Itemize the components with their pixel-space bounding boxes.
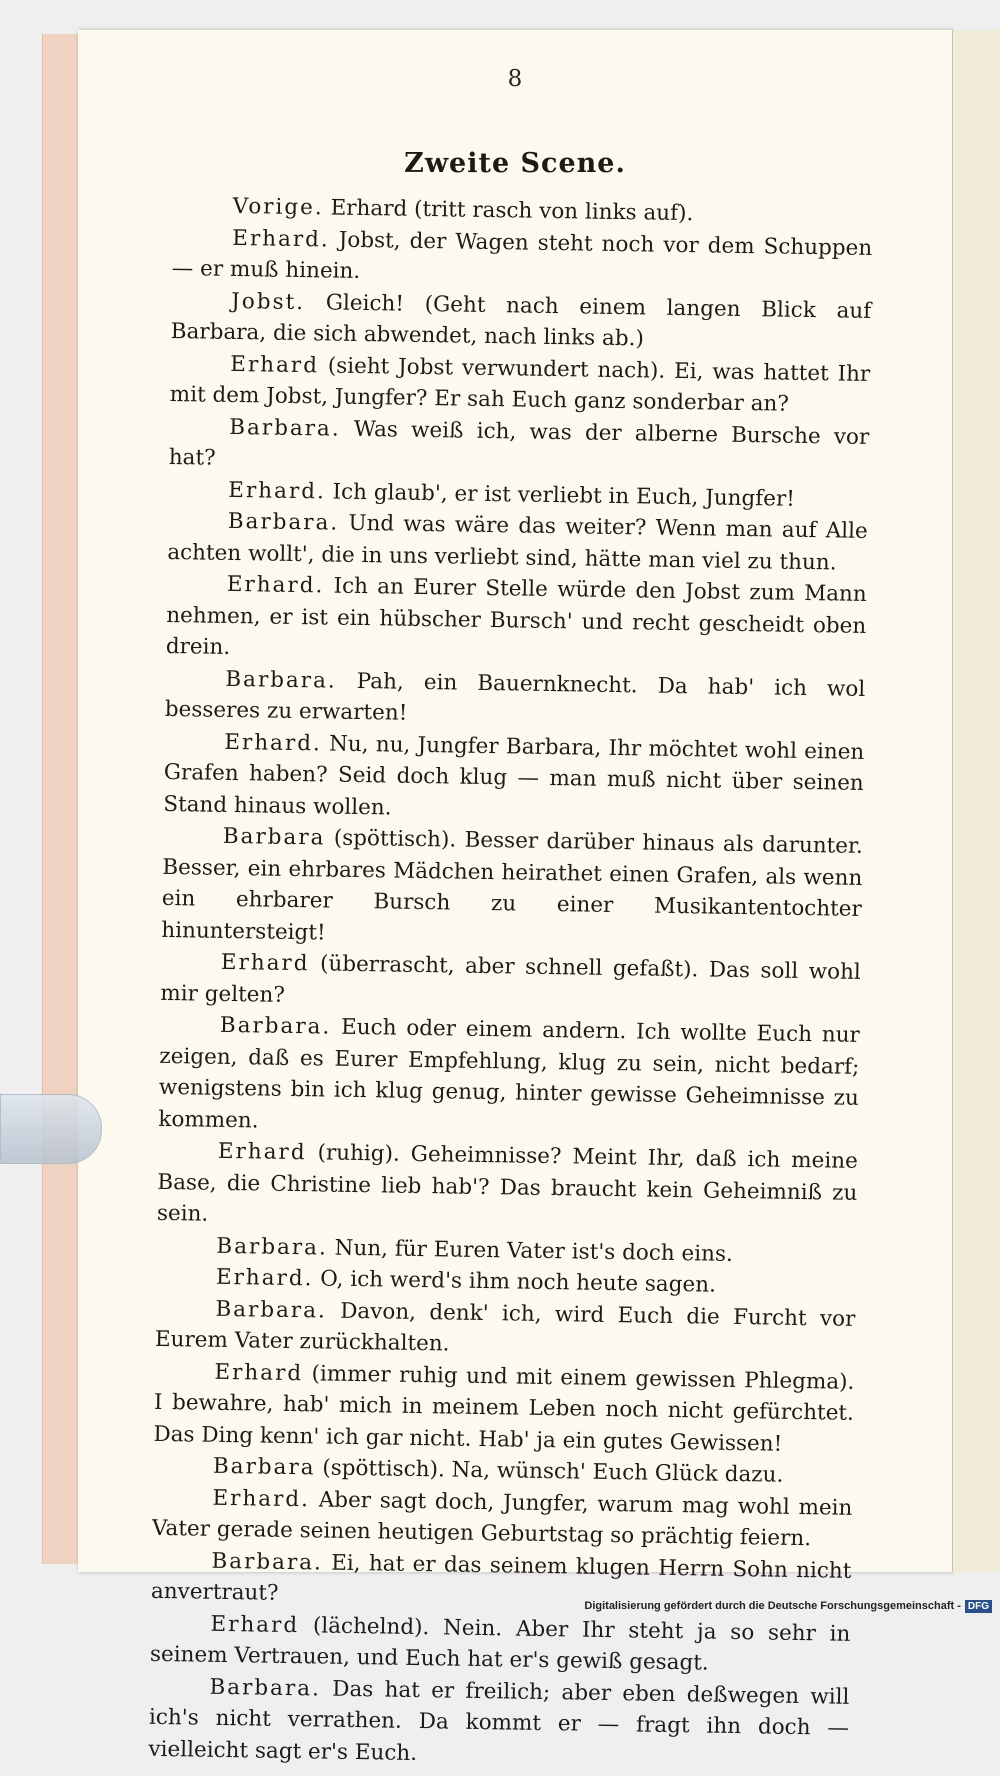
dialogue-line: (immer ruhig und mit einem gewissen Phlegma). I bewahre, hab' mich in meinem Leben noch nicht gefürchtet. Das Ding kenn' ich gar nicht. Hab' ja ein gutes Gewissen! [153, 1360, 855, 1457]
speaker-name: Barbara. [216, 1233, 329, 1261]
speaker-name: Vorige. [232, 193, 324, 221]
speaker-name: Erhard [230, 351, 320, 378]
dialogue-paragraph [166, 568, 867, 673]
page-number: 8 [507, 66, 523, 92]
dialogue-line: Erhard (tritt rasch von links auf). [323, 195, 694, 227]
dialogue-paragraph [157, 1135, 858, 1240]
dialogue-line: (spöttisch). Besser darüber hinaus als darunter. Besser, ein ehrbares Mädchen heirathet einen Grafen, als wenn ein ehrbarer Bursch zu einer Musikantentochter hinuntersteigt! [161, 825, 863, 945]
speaker-name: Barbara [212, 1453, 316, 1481]
footer-text: Digitalisierung gefördert durch die Deutsche Forschungsgemeinschaft - [584, 1600, 961, 1612]
dialogue-line: Ich glaub', er ist verliebt in Euch, Jungfer! [325, 478, 796, 512]
dialogue-line: Nun, für Euren Vater ist's doch eins. [327, 1235, 734, 1267]
dialogue-paragraph [163, 725, 864, 830]
dialogue-paragraph [153, 1355, 854, 1460]
speaker-name: Erhard [217, 1138, 307, 1166]
dialogue-paragraph [158, 1009, 860, 1146]
book-edge [42, 34, 83, 1564]
dialogue-line: Aber sagt doch, Jungfer, warum mag wohl mein Vater gerade seinen heutigen Geburtstag so prächtig feiern. [151, 1486, 853, 1552]
dialogue-paragraph [169, 410, 870, 484]
footer [584, 1597, 992, 1615]
dialogue-paragraph [161, 820, 863, 957]
dialogue-line: Davon, denk' ich, wird Euch die Furcht vor Eurem Vater zurückhalten. [154, 1298, 856, 1357]
dialogue-line: (sieht Jobst verwundert nach). Ei, was hattet Ihr mit dem Jobst, Jungfer? Er sah Euch ganz sonderbar an? [169, 352, 871, 417]
dialogue-line: Jobst, der Wagen steht noch vor dem Schuppen — er muß hinein. [171, 226, 873, 284]
speaker-name: Barbara. [227, 508, 340, 536]
speaker-name: Erhard. [215, 1264, 314, 1292]
speaker-name: Barbara. [225, 666, 337, 694]
dialogue-line: (überrascht, aber schnell gefaßt). Das soll wohl mir gelten? [160, 951, 861, 1008]
dfg-logo: DFG [965, 1600, 992, 1613]
speaker-name: Erhard. [226, 571, 325, 599]
speaker-name: Barbara [222, 823, 326, 851]
speaker-name: Barbara. [215, 1296, 328, 1324]
dialogue-paragraph [171, 284, 872, 358]
speaker-name: Erhard [214, 1359, 304, 1386]
dialogue-paragraph [155, 1292, 856, 1366]
dialogue-text [148, 190, 873, 1776]
dialogue-line: Und was wäre das weiter? Wenn man auf Alle achten wollt', die in uns verliebt sind, hätte man viel zu thun. [167, 510, 868, 575]
dialogue-line: Pah, ein Bauernknecht. Da hab' ich wol besseres zu erwarten! [164, 668, 866, 726]
dialogue-line: Ich an Eurer Stelle würde den Jobst zum Mann nehmen, er ist ein hübscher Bursch' und recht gescheidt oben drein. [165, 573, 867, 660]
dialogue-paragraph [167, 505, 868, 579]
speaker-name: Barbara. [229, 414, 341, 442]
speaker-name: Erhard. [232, 225, 330, 252]
dialogue-paragraph [150, 1607, 851, 1681]
page-clip [0, 1094, 102, 1164]
dialogue-line: Gleich! (Geht nach einem langen Blick auf Barbara, die sich abwendet, nach links ab.) [170, 289, 872, 352]
speaker-name: Erhard. [228, 477, 326, 504]
dialogue-line: O, ich werd's ihm noch heute sagen. [313, 1266, 717, 1298]
dialogue-line: (lächelnd). Nein. Aber Ihr steht ja so sehr in seinem Vertrauen, und Euch hat er's gewiß gesagt. [149, 1612, 851, 1676]
dialogue-paragraph [165, 662, 866, 736]
speaker-name: Barbara. [209, 1674, 322, 1702]
dialogue-line: Nu, nu, Jungfer Barbara, Ihr möchtet wohl einen Grafen haben? Seid doch klug — man muß nicht über seinen Stand hinaus wollen. [163, 730, 865, 821]
speaker-name: Barbara. [219, 1012, 332, 1040]
dialogue-paragraph [170, 347, 871, 421]
dialogue-line: Was weiß ich, was der alberne Bursche vor hat? [168, 416, 870, 471]
dialogue-paragraph [172, 221, 873, 295]
speaker-name: Erhard. [212, 1485, 311, 1512]
speaker-name: Jobst. [231, 288, 306, 315]
dialogue-line: Euch oder einem andern. Ich wollte Euch nur zeigen, daß es Eurer Empfehlung, klug zu sein, nicht bedarf; wenigstens bin ich klug genug, hinter gewisse Geheimnisse zu kommen. [158, 1014, 861, 1133]
scene-title: Zweite Scene. [404, 148, 626, 179]
speaker-name: Erhard [210, 1611, 300, 1638]
speaker-name: Erhard [220, 949, 310, 977]
adjacent-page-edge [952, 30, 1000, 1572]
dialogue-paragraph [160, 946, 861, 1020]
speaker-name: Barbara. [211, 1548, 324, 1576]
dialogue-line: Ei, hat er das seinem klugen Herrn Sohn nicht anvertraut? [150, 1550, 852, 1606]
dialogue-line: (spöttisch). Na, wünsch' Euch Glück dazu. [315, 1455, 784, 1488]
dialogue-line: Das hat er freilich; aber eben deßwegen will ich's nicht verrathen. Da kommt er — fragt ihn doch — vielleicht sagt er's Euch. [148, 1676, 850, 1766]
speaker-name: Erhard. [224, 729, 323, 756]
dialogue-line: (ruhig). Geheimnisse? Meint Ihr, daß ich meine Base, die Christine lieb hab'? Das braucht kein Geheimniß zu sein. [156, 1140, 859, 1227]
dialogue-paragraph [152, 1481, 853, 1555]
dialogue-paragraph [148, 1670, 849, 1775]
